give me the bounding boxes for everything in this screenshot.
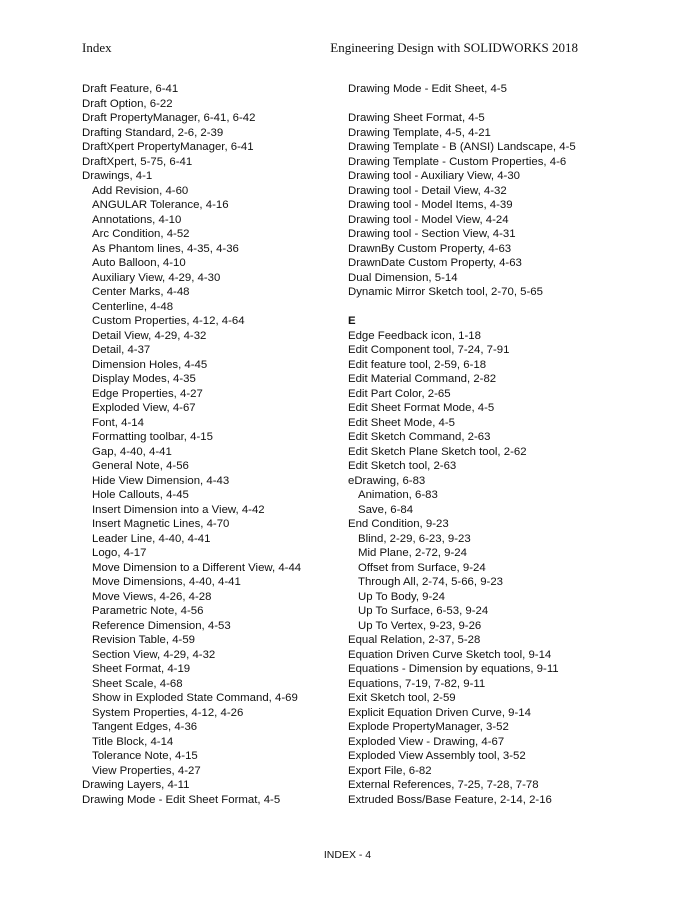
index-entry: Edit Part Color, 2-65 — [348, 387, 451, 400]
index-subentry: Annotations, 4-10 — [92, 213, 182, 226]
index-subentry: Display Modes, 4-35 — [92, 373, 196, 385]
index-subentry: Up To Surface, 6-53, 9-24 — [358, 605, 489, 617]
index-entry: Explode PropertyManager, 3-52 — [348, 721, 509, 733]
index-entry: Draft Feature, 6-41 — [82, 83, 179, 95]
index-entry: Edit Sketch Command, 2-63 — [348, 431, 491, 443]
index-subentry: As Phantom lines, 4-35, 4-36 — [92, 242, 239, 255]
index-entry: Drawing tool - Model Items, 4-39 — [348, 199, 513, 211]
index-subentry: General Note, 4-56 — [92, 460, 189, 472]
index-subentry: Detail, 4-37 — [92, 344, 151, 356]
header-book-title: Engineering Design with SOLIDWORKS 2018 — [330, 40, 578, 55]
index-subentry: Show in Exploded State Command, 4-69 — [92, 692, 298, 704]
index-subentry: Move Dimension to a Different View, 4-44 — [92, 561, 302, 574]
index-entry: DraftXpert, 5-75, 6-41 — [82, 155, 193, 168]
index-subentry: Formatting toolbar, 4-15 — [92, 431, 213, 443]
index-entry: Edit Sketch tool, 2-63 — [348, 460, 457, 472]
index-entry: Export File, 6-82 — [348, 764, 432, 777]
index-entry: Explicit Equation Driven Curve, 9-14 — [348, 706, 531, 719]
index-subentry: Edge Properties, 4-27 — [92, 387, 203, 400]
index-subentry: Through All, 2-74, 5-66, 9-23 — [358, 576, 504, 588]
index-entry: Exit Sketch tool, 2-59 — [348, 692, 456, 704]
index-subentry: System Properties, 4-12, 4-26 — [92, 706, 244, 719]
index-subentry: Tangent Edges, 4-36 — [92, 721, 198, 733]
index-entry: End Condition, 9-23 — [348, 518, 449, 530]
index-spacer — [348, 300, 648, 315]
index-entry: Equations - Dimension by equations, 9-11 — [348, 663, 559, 675]
index-entry: External References, 7-25, 7-28, 7-78 — [348, 779, 539, 791]
index-column-left — [82, 82, 332, 807]
index-subentry: Custom Properties, 4-12, 4-64 — [92, 315, 245, 327]
index-subentry: Logo, 4-17 — [92, 547, 147, 559]
index-entry: Edit feature tool, 2-59, 6-18 — [348, 358, 487, 371]
header-section-title: Index — [82, 40, 112, 55]
index-entry: Dual Dimension, 5-14 — [348, 271, 458, 284]
index-entry: Edit Sheet Format Mode, 4-5 — [348, 402, 495, 414]
index-subentry: Font, 4-14 — [92, 416, 144, 429]
index-subentry: Save, 6-84 — [358, 503, 414, 516]
index-subentry: Animation, 6-83 — [358, 489, 438, 501]
index-subentry: Move Dimensions, 4-40, 4-41 — [92, 576, 241, 588]
index-entry: Drafting Standard, 2-6, 2-39 — [82, 126, 224, 139]
index-subentry: Detail View, 4-29, 4-32 — [92, 329, 207, 342]
index-subentry: Title Block, 4-14 — [92, 735, 174, 748]
index-entry: Drawing Template - B (ANSI) Landscape, 4-5 — [348, 141, 576, 153]
index-entry: Drawing Mode - Edit Sheet, 4-5 — [348, 83, 507, 95]
index-entry: Exploded View - Drawing, 4-67 — [348, 735, 505, 748]
index-subentry: View Properties, 4-27 — [92, 764, 201, 777]
index-subentry: Auto Balloon, 4-10 — [92, 257, 186, 269]
index-subentry: Insert Magnetic Lines, 4-70 — [92, 518, 230, 530]
index-entry: Draft PropertyManager, 6-41, 6-42 — [82, 112, 256, 124]
index-entry: Drawing Layers, 4-11 — [82, 779, 190, 791]
index-entry: Edge Feedback icon, 1-18 — [348, 329, 481, 342]
index-subentry: Reference Dimension, 4-53 — [92, 619, 231, 632]
index-entry: Draft Option, 6-22 — [82, 97, 173, 110]
index-subentry: Hole Callouts, 4-45 — [92, 489, 189, 501]
index-subentry: Revision Table, 4-59 — [92, 634, 195, 646]
index-entry: Drawing Mode - Edit Sheet Format, 4-5 — [82, 793, 281, 806]
index-subentry: Exploded View, 4-67 — [92, 402, 196, 414]
index-spacer — [348, 97, 648, 112]
index-entry: Drawing tool - Model View, 4-24 — [348, 213, 509, 226]
index-subentry: Offset from Surface, 9-24 — [358, 561, 486, 574]
index-entry: Drawings, 4-1 — [82, 170, 153, 182]
index-subentry: Arc Condition, 4-52 — [92, 228, 190, 240]
index-entry: Dynamic Mirror Sketch tool, 2-70, 5-65 — [348, 286, 543, 298]
index-entry: Drawing Sheet Format, 4-5 — [348, 112, 485, 124]
index-subentry: Parametric Note, 4-56 — [92, 605, 204, 617]
index-entry: Equal Relation, 2-37, 5-28 — [348, 634, 481, 646]
index-subentry: Up To Body, 9-24 — [358, 590, 445, 603]
index-subentry: Center Marks, 4-48 — [92, 286, 190, 298]
index-entry: Drawing tool - Section View, 4-31 — [348, 228, 516, 240]
index-subentry: Blind, 2-29, 6-23, 9-23 — [358, 532, 471, 545]
index-subentry: Insert Dimension into a View, 4-42 — [92, 503, 265, 516]
index-subentry: Leader Line, 4-40, 4-41 — [92, 532, 211, 545]
index-entry: Equations, 7-19, 7-82, 9-11 — [348, 677, 486, 690]
index-subentry: ANGULAR Tolerance, 4-16 — [92, 199, 229, 211]
index-entry: Drawing tool - Auxiliary View, 4-30 — [348, 170, 520, 182]
index-subentry: Tolerance Note, 4-15 — [92, 750, 198, 762]
index-entry: Edit Material Command, 2-82 — [348, 373, 497, 385]
index-entry: DrawnBy Custom Property, 4-63 — [348, 242, 512, 255]
index-subentry: Sheet Scale, 4-68 — [92, 677, 183, 690]
page-number: INDEX - 4 — [323, 849, 372, 861]
index-entry: Equation Driven Curve Sketch tool, 9-14 — [348, 648, 552, 661]
index-entry: Drawing Template - Custom Properties, 4-6 — [348, 155, 567, 168]
index-entry: DraftXpert PropertyManager, 6-41 — [82, 141, 254, 153]
index-entry: Extruded Boss/Base Feature, 2-14, 2-16 — [348, 793, 552, 806]
index-subentry: Hide View Dimension, 4-43 — [92, 474, 230, 487]
index-letter-heading: E — [348, 315, 356, 327]
index-subentry: Auxiliary View, 4-29, 4-30 — [92, 271, 221, 284]
index-subentry: Gap, 4-40, 4-41 — [92, 445, 172, 458]
index-entry: Edit Component tool, 7-24, 7-91 — [348, 344, 510, 356]
index-entry: Edit Sheet Mode, 4-5 — [348, 416, 456, 429]
index-entry: Drawing Template, 4-5, 4-21 — [348, 126, 491, 139]
index-entry: DrawnDate Custom Property, 4-63 — [348, 257, 522, 269]
index-subentry: Mid Plane, 2-72, 9-24 — [358, 547, 467, 559]
index-subentry: Up To Vertex, 9-23, 9-26 — [358, 619, 482, 632]
index-entry: eDrawing, 6-83 — [348, 474, 426, 487]
index-subentry: Sheet Format, 4-19 — [92, 663, 191, 675]
index-entry: Exploded View Assembly tool, 3-52 — [348, 750, 526, 762]
index-subentry: Move Views, 4-26, 4-28 — [92, 590, 212, 603]
index-entry: Edit Sketch Plane Sketch tool, 2-62 — [348, 445, 527, 458]
index-subentry: Dimension Holes, 4-45 — [92, 358, 208, 371]
index-subentry: Centerline, 4-48 — [92, 300, 174, 313]
index-entry: Drawing tool - Detail View, 4-32 — [348, 184, 507, 197]
index-subentry: Add Revision, 4-60 — [92, 184, 189, 197]
index-column-right — [348, 82, 648, 807]
index-subentry: Section View, 4-29, 4-32 — [92, 648, 216, 661]
